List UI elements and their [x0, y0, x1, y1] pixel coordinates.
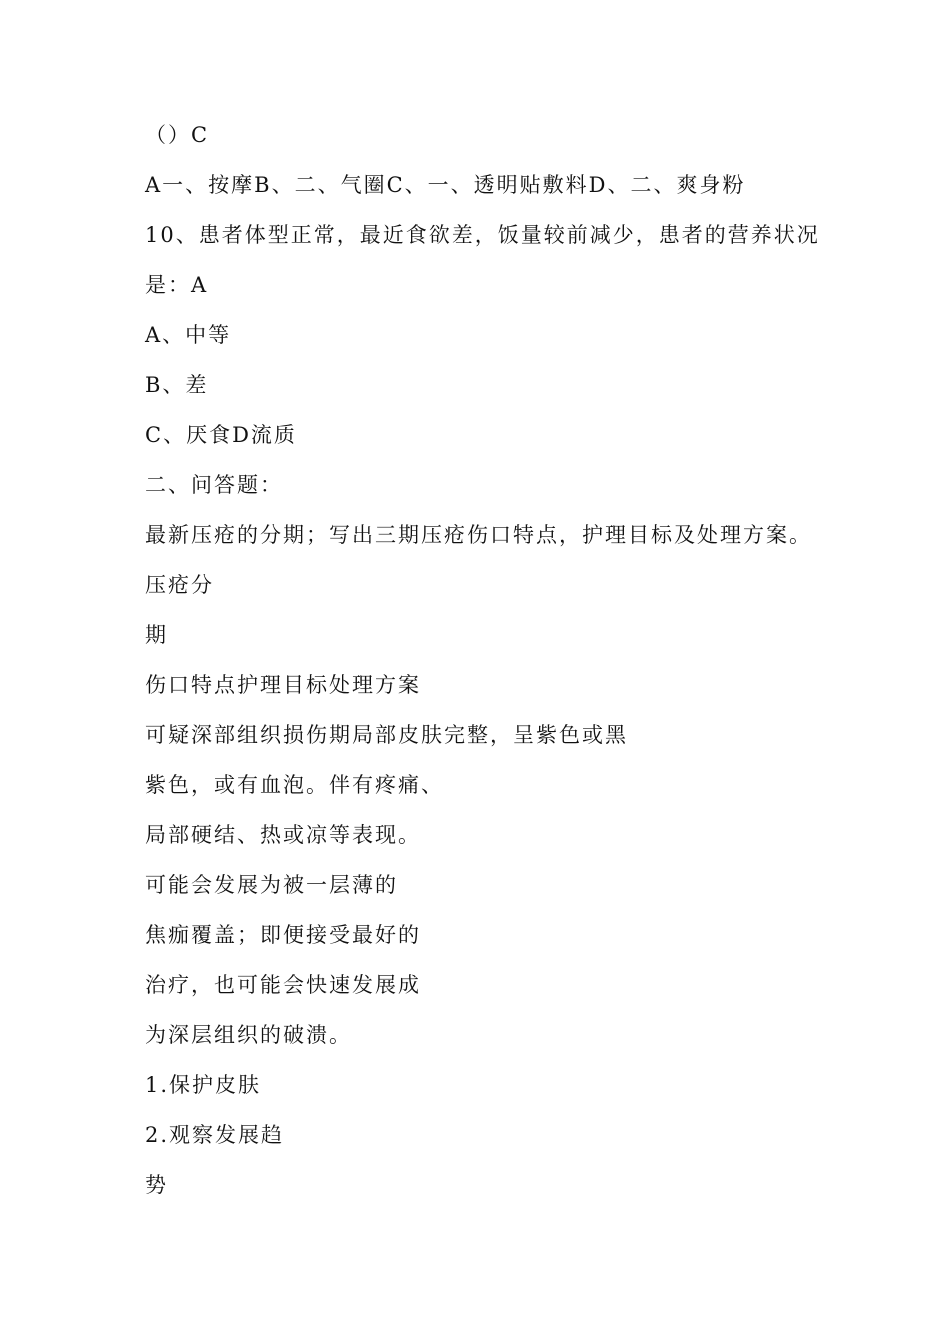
care-goal-item: 势	[145, 1173, 168, 1197]
stage-description-line: 局部硬结、热或凉等表现。	[145, 823, 421, 847]
stage-description-line: 治疗，也可能会快速发展成	[145, 973, 421, 997]
question-9-options: A一、按摩B、二、气圈C、一、透明贴敷料D、二、爽身粉	[145, 173, 746, 197]
stage-description-line: 焦痂覆盖；即便接受最好的	[145, 923, 421, 947]
stage-description-line: 可疑深部组织损伤期局部皮肤完整，呈紫色或黑	[145, 723, 628, 747]
care-goal-item: 2.观察发展趋	[145, 1123, 285, 1147]
question-10-option-a: A、中等	[145, 323, 232, 347]
section-heading: 二、问答题：	[145, 473, 283, 497]
answer-blank-line: （）C	[145, 123, 210, 147]
stage-description-line: 可能会发展为被一层薄的	[145, 873, 398, 897]
question-10-text: 10、患者体型正常，最近食欲差，饭量较前减少，患者的营养状况	[145, 223, 820, 247]
question-10-option-b: B、差	[145, 373, 209, 397]
stage-description-line: 紫色，或有血泡。伴有疼痛、	[145, 773, 444, 797]
document-body	[145, 115, 845, 1215]
care-goal-item: 1.保护皮肤	[145, 1073, 262, 1097]
table-header-stage-2: 期	[145, 623, 168, 647]
essay-question: 最新压疮的分期；写出三期压疮伤口特点，护理目标及处理方案。	[145, 523, 812, 547]
question-10-option-c-d: C、厌食D流质	[145, 423, 297, 447]
table-header-stage-1: 压疮分	[145, 573, 214, 597]
question-10-answer: 是：A	[145, 273, 209, 297]
stage-description-line: 为深层组织的破溃。	[145, 1023, 352, 1047]
table-header-columns: 伤口特点护理目标处理方案	[145, 673, 421, 697]
